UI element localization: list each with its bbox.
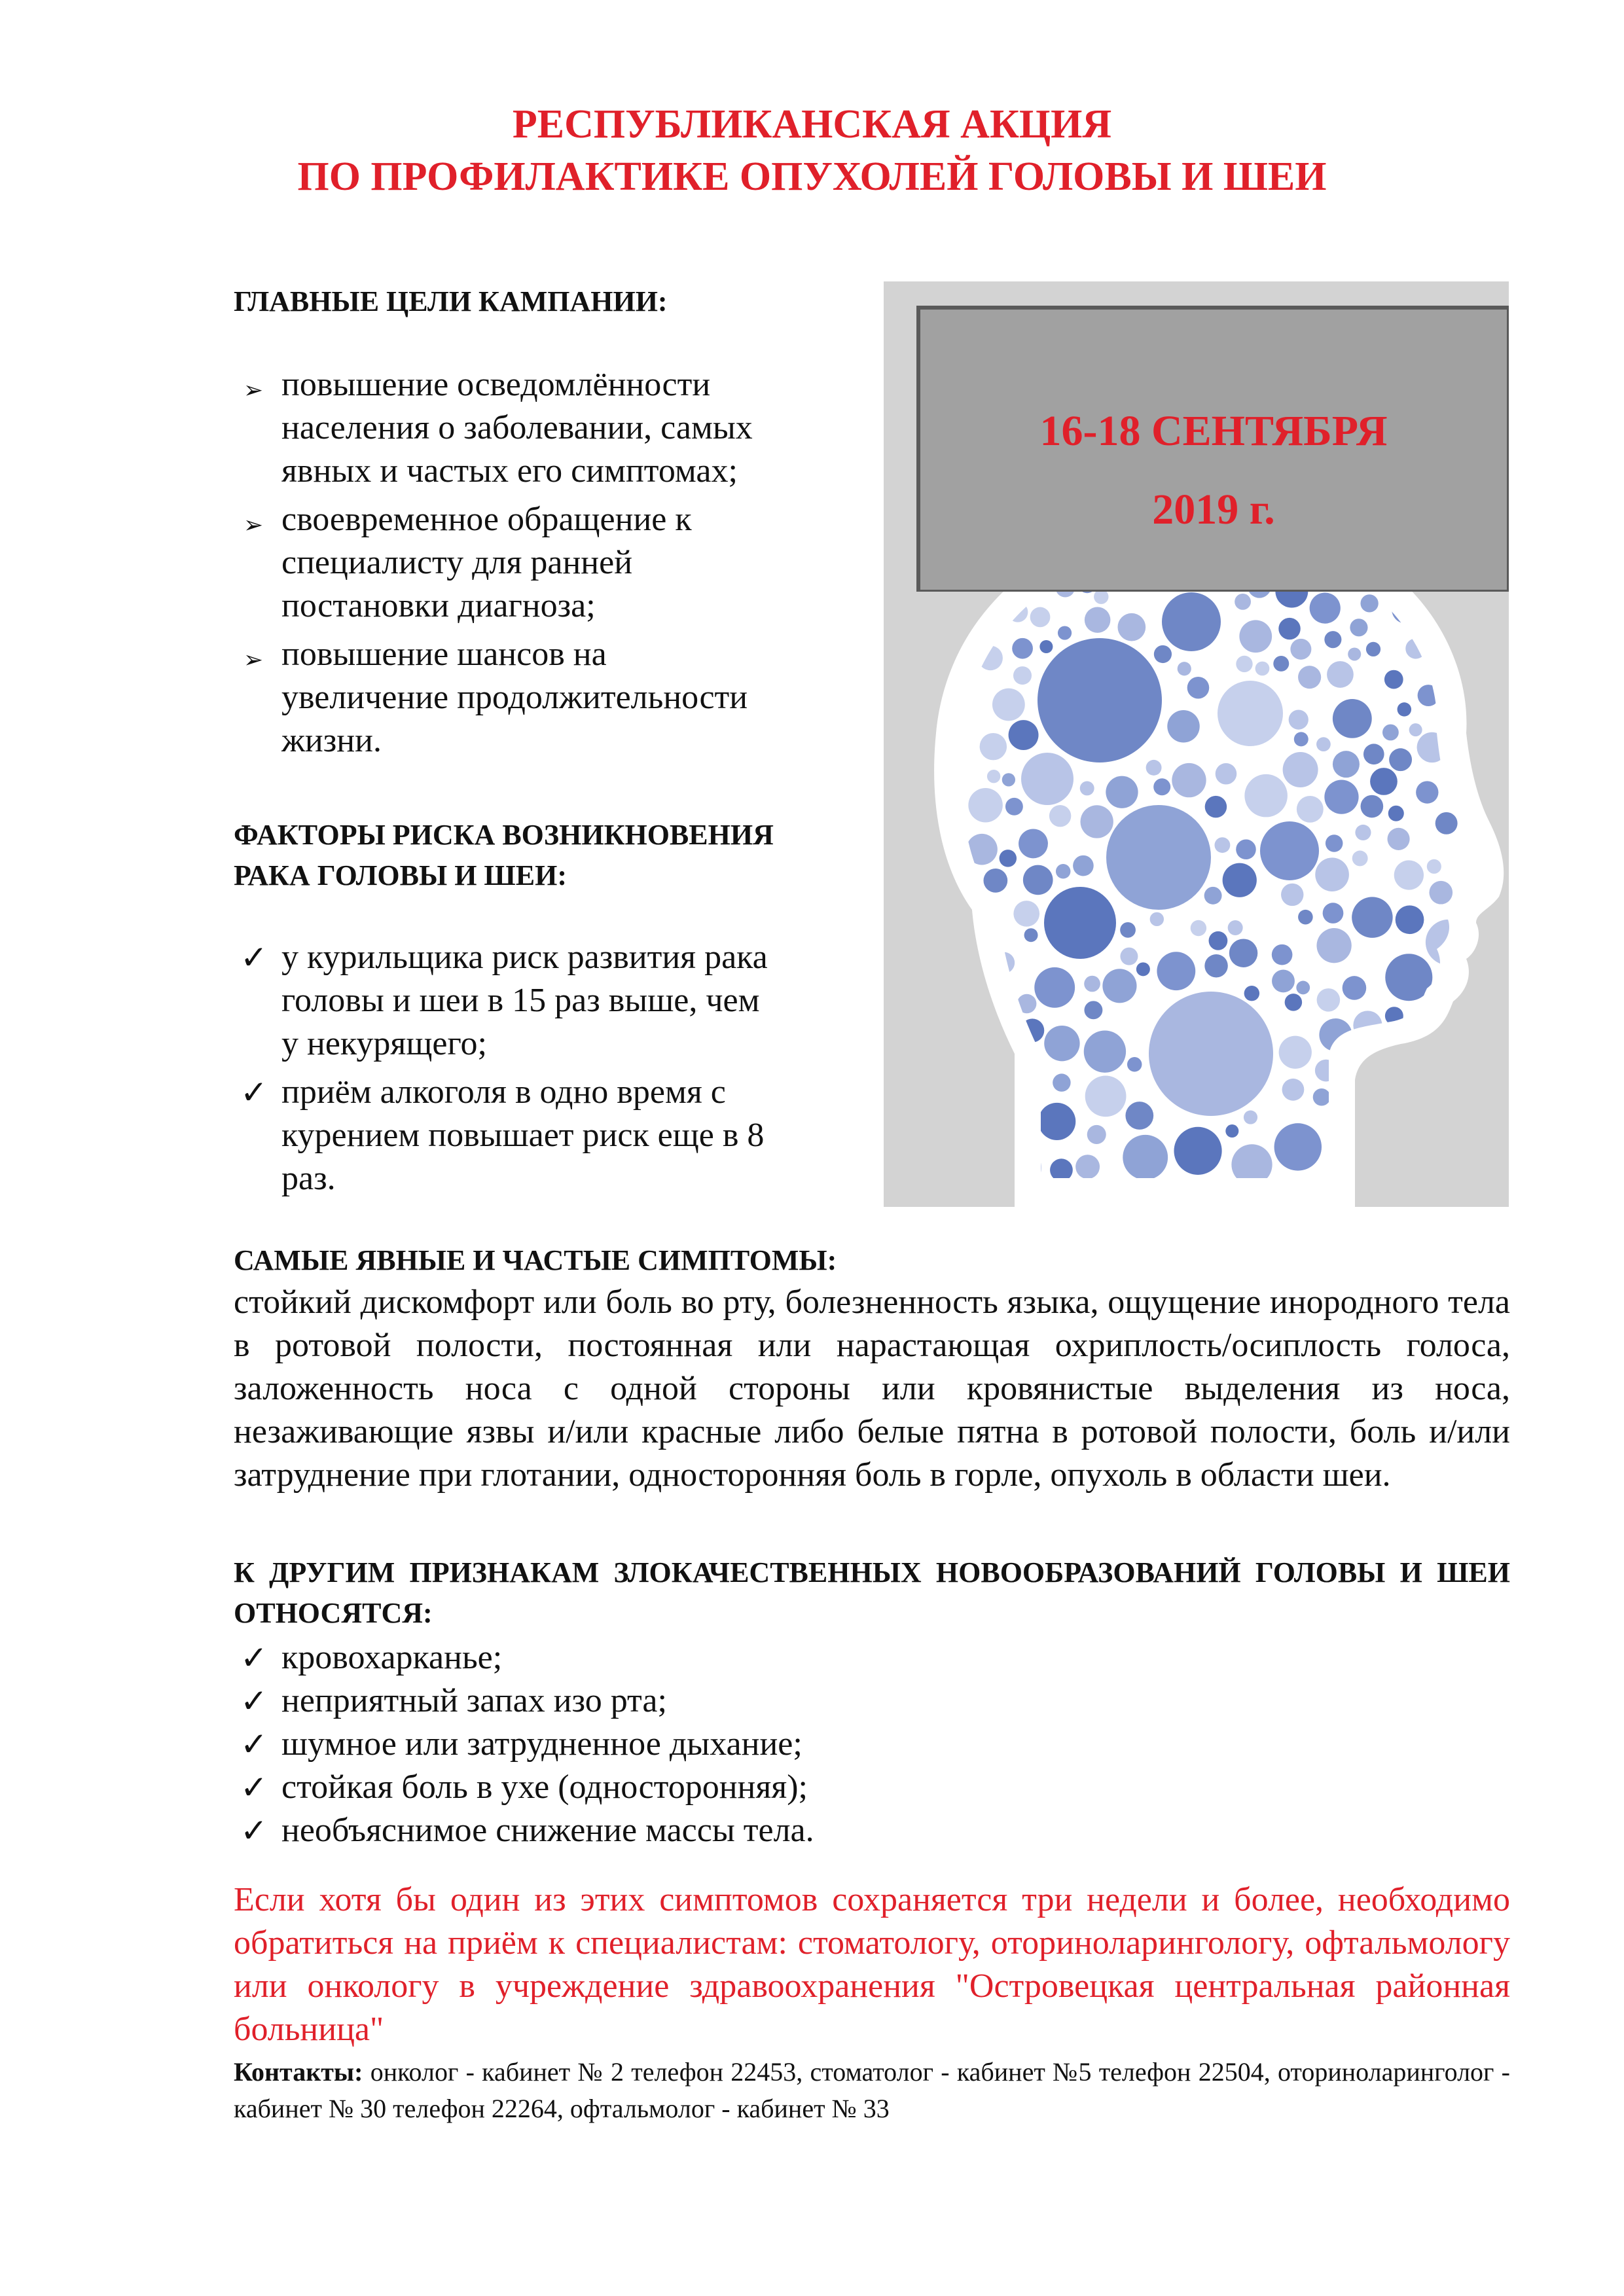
symptoms-heading: САМЫЕ ЯВНЫЕ И ЧАСТЫЕ СИМПТОМЫ: [234,1244,837,1276]
other-signs-heading: К ДРУГИМ ПРИЗНАКАМ ЗЛОКАЧЕСТВЕННЫХ НОВООБРАЗОВАНИЙ ГОЛОВЫ И ШЕИ ОТНОСЯТСЯ: [234,1556,1510,1629]
arrow-bullet-icon: ➢ [243,377,264,403]
arrow-bullet-icon: ➢ [243,647,264,673]
goals-list [243,363,871,768]
checkmark-icon: ✓ [240,1640,268,1676]
symptoms-section [234,1240,1510,1497]
event-dates: 16-18 СЕНТЯБРЯ [1039,407,1388,455]
sign-item: ✓ кровохарканье; [281,1636,1263,1679]
contacts-label: Контакты: [234,2057,363,2087]
sign-item: ✓ стойкая боль в ухе (односторонняя); [281,1766,1263,1809]
risk-heading: ФАКТОРЫ РИСКА ВОЗНИКНОВЕНИЯ РАКА ГОЛОВЫ И ШЕИ: [234,819,774,891]
contacts-text: онколог - кабинет № 2 телефон 22453, стоматолог - кабинет №5 телефон 22504, оториноларинголог - кабинет № 30 телефон 22264, офтальмолог - кабинет № 33 [234,2057,1510,2123]
sign-item: ✓ неприятный запах изо рта; [281,1679,1263,1723]
goal-item: ➢ повышение осведомлённости населения о заболевании, самых явных и частых его симптомах; [281,363,871,493]
checkmark-icon: ✓ [240,1074,268,1111]
title-line-1: РЕСПУБЛИКАНСКАЯ АКЦИЯ [512,102,1112,147]
risk-list [240,936,897,1206]
symptoms-text: стойкий дискомфорт или боль во рту, болезненность языка, ощущение инородного тела в ротовой полости, постоянная или нарастающая охриплость/осиплость голоса, заложенность носа с одной стороны или кровянистые выделения из носа, незаживающие язвы и/или красные либо белые пятна в ротовой полости, боль и/или затруднение при глотании, односторонняя боль в горле, опухоль в области шеи. [234,1283,1510,1494]
checkmark-icon: ✓ [240,1683,268,1719]
goal-item: ➢ своевременное обращение к специалисту для ранней постановки диагноза; [281,498,871,628]
page-title [0,98,1624,203]
checkmark-icon: ✓ [240,1812,268,1849]
other-signs-list [240,1636,1263,1852]
checkmark-icon: ✓ [240,939,268,976]
sign-item: ✓ шумное или затрудненное дыхание; [281,1723,1263,1766]
checkmark-icon: ✓ [240,1726,268,1763]
event-year: 2019 г. [1152,486,1275,533]
event-date-box [916,306,1509,592]
advice-text: Если хотя бы один из этих симптомов сохраняется три недели и более, необходимо обратиться на приём к специалистам: стоматологу, оториноларингологу, офтальмологу или онкологу в учреждение здравоохранения "Островецкая центральная районная больница" [234,1881,1510,2048]
checkmark-icon: ✓ [240,1769,268,1806]
arrow-bullet-icon: ➢ [243,512,264,538]
sign-item: ✓ необъяснимое снижение массы тела. [281,1809,1263,1852]
risk-item: ✓ у курильщика риск развития рака головы и шеи в 15 раз выше, чем у некурящего; [281,936,897,1066]
goal-item: ➢ повышение шансов на увеличение продолжительности жизни. [281,633,871,762]
title-line-2: ПО ПРОФИЛАКТИКЕ ОПУХОЛЕЙ ГОЛОВЫ И ШЕИ [297,154,1327,199]
contacts [234,2054,1510,2127]
risk-item: ✓ приём алкоголя в одно время с курением повышает риск еще в 8 раз. [281,1071,897,1200]
goals-heading: ГЛАВНЫЕ ЦЕЛИ КАМПАНИИ: [234,285,668,317]
